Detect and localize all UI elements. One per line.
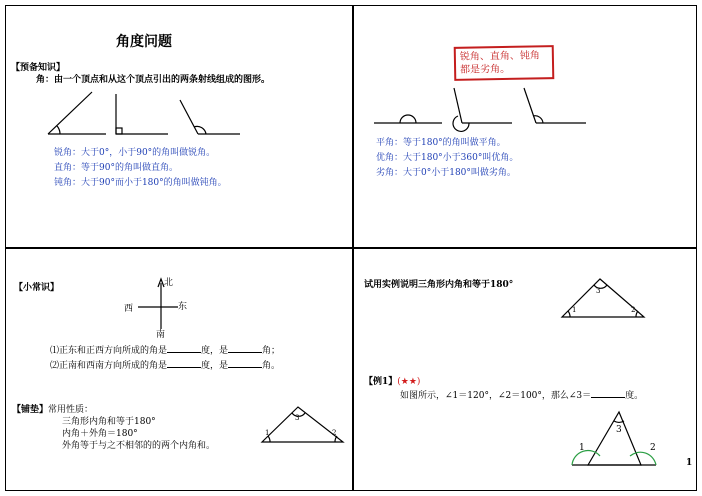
answer-blank[interactable]	[167, 343, 201, 353]
compass-west: 西	[124, 304, 134, 314]
property-3: 外角等于与之不相邻的的两个内角和。	[62, 441, 216, 451]
panel-angle-types	[353, 5, 697, 248]
stamp-line-1: 锐角、直角、钝角	[459, 50, 540, 63]
example-angle-label-3: 3	[616, 425, 622, 435]
triangle-label-1: 1	[265, 429, 270, 437]
answer-blank[interactable]	[167, 358, 201, 368]
triangle-label-3: 3	[295, 414, 300, 422]
question-2: ⑵正南和西南方向所成的角是 度，是 角。	[50, 358, 280, 372]
section-label: 【小常识】	[14, 283, 60, 293]
property-2: 内角＋外角＝180°	[62, 429, 138, 439]
property-1: 三角形内角和等于180°	[62, 417, 156, 427]
triangle-figures	[354, 249, 697, 491]
reflex-angle-definition: 优角：大于180°小于360°叫优角。	[376, 153, 519, 163]
answer-blank[interactable]	[228, 343, 262, 353]
straight-angle-figure	[374, 115, 442, 123]
angle-type-diagrams	[354, 6, 697, 248]
right-angle-definition: 直角：等于90°的角叫做直角。	[54, 163, 178, 173]
panel-angle-basics	[5, 5, 353, 248]
acute-angle-figure	[48, 92, 106, 134]
prompt-text: 试用实例说明三角形内角和等于180°	[364, 280, 514, 290]
triangle-label-2: 2	[631, 306, 636, 314]
triangle-figure-small	[262, 407, 343, 442]
triangle-label-3: 3	[596, 287, 601, 295]
panel-triangle-sum	[353, 248, 697, 491]
example-heading: 【例1】(★★)	[364, 377, 421, 387]
compass-north: 北	[164, 278, 174, 288]
compass-east: 东	[178, 302, 188, 312]
example-triangle-figure	[572, 412, 656, 465]
obtuse-angle-figure	[180, 100, 240, 134]
angle-definition: 角：由一个顶点和从这个顶点引出的两条射线组成的图形。	[36, 75, 271, 85]
answer-blank[interactable]	[228, 358, 262, 368]
inferior-angle-definition: 劣角：大于0°小于180°叫做劣角。	[376, 168, 516, 178]
panel-directions	[5, 248, 353, 491]
example-angle-label-2: 2	[650, 443, 656, 453]
example-angle-label-1: 1	[579, 443, 585, 453]
answer-blank[interactable]	[591, 388, 625, 398]
compass-south: 南	[156, 330, 166, 340]
reflex-angle-figure	[453, 88, 512, 131]
difficulty-stars: (★★)	[397, 377, 421, 387]
triangle-label-2: 2	[332, 429, 337, 437]
stamp-line-2: 都是劣角。	[460, 63, 511, 76]
right-angle-figure	[116, 94, 168, 134]
section-label: 【预备知识】	[11, 63, 66, 73]
triangle-label-1: 1	[572, 306, 577, 314]
page-title: 角度问题	[116, 34, 172, 50]
straight-angle-definition: 平角：等于180°的角叫做平角。	[376, 138, 506, 148]
inferior-angle-figure	[524, 88, 586, 123]
example-question: 如图所示，∠1＝120°，∠2＝100°，那么∠3＝ 度。	[400, 388, 643, 402]
angle-diagrams	[6, 6, 353, 248]
obtuse-angle-definition: 钝角：大于90°而小于180°的角叫做钝角。	[54, 178, 227, 188]
tip-heading: 【铺垫】常用性质：	[12, 405, 94, 415]
page-number: 1	[686, 458, 693, 468]
acute-angle-definition: 锐角：大于0°，小于90°的角叫做锐角。	[54, 148, 216, 158]
question-1: ⑴正东和正西方向所成的角是 度，是 角；	[50, 343, 280, 357]
